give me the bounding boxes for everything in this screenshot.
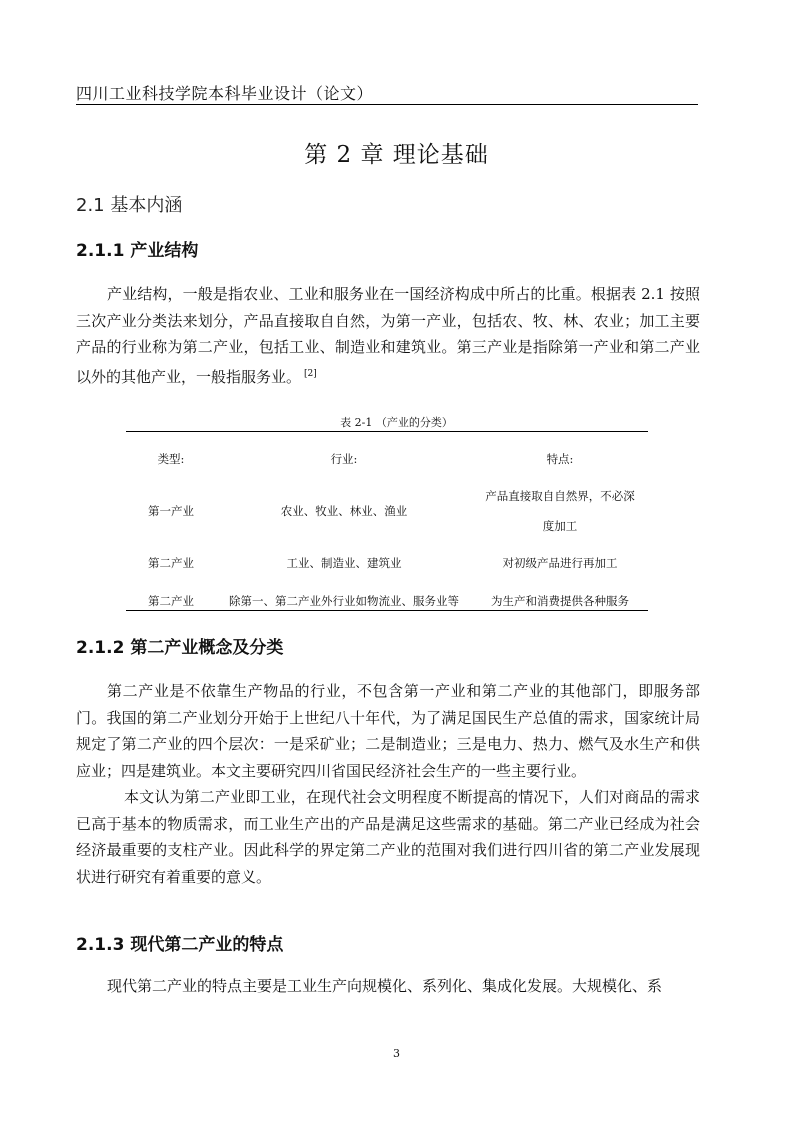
table-header-industry: 行业: — [330, 452, 358, 466]
table-cell: 除第一、第二产业外行业如物流业、服务业等 — [229, 594, 459, 608]
table-cell: 第二产业 — [148, 556, 194, 570]
table-cell: 农业、牧业、林业、渔业 — [280, 504, 408, 518]
paragraph-2-1-2 — [76, 678, 700, 890]
table-cell: 为生产和消费提供各种服务 — [491, 594, 629, 608]
table-cell: 对初级产品进行再加工 — [502, 556, 618, 570]
section-heading-2-1: 2.1 基本内涵 — [76, 195, 183, 216]
section-heading-2-1-3: 2.1.3 现代第二产业的特点 — [76, 935, 284, 955]
paragraph-2-1-3 — [76, 973, 700, 1000]
paragraph-text: 本文认为第二产业即工业，在现代社会文明程度不断提高的情况下，人们对商品的需求已高于基本的物质需求，而工业生产出的产品是满足这些需求的基础。第二产业已经成为社会经济最重要的支柱产业。因此科学的界定第二产业的范围对我们进行四川省的第二产业发展现状进行研究有着重要的意义。 — [76, 788, 700, 886]
paragraph-text: 产业结构，一般是指农业、工业和服务业在一国经济构成中所占的比重。根据表 2.1 按照三次产业分类法来划分，产品直接取自自然，为第一产业，包括农、牧、林、农业；加工主要产品的行业称为第二产业，包括工业、制造业和建筑业。第三产业是指除第一产业和第二产业以外的其他产业，一般指服务业。 — [76, 285, 700, 386]
section-heading-2-1-1: 2.1.1 产业结构 — [76, 241, 199, 261]
citation-ref: [2] — [304, 368, 317, 379]
table-top-rule — [126, 431, 648, 432]
table-caption: 表 2-1 （产业的分类） — [340, 416, 453, 429]
table-bottom-rule — [126, 610, 648, 611]
chapter-title: 第 2 章 理论基础 — [304, 142, 489, 168]
table-cell: 第一产业 — [148, 504, 194, 518]
section-heading-2-1-2: 2.1.2 第二产业概念及分类 — [76, 638, 284, 658]
table-cell: 第二产业 — [148, 594, 194, 608]
page-header-title: 四川工业科技学院本科毕业设计（论文） — [76, 84, 374, 103]
header-rule — [76, 104, 698, 105]
paragraph-text: 现代第二产业的特点主要是工业生产向规模化、系列化、集成化发展。大规模化、系 — [107, 977, 663, 995]
table-cell: 产品直接取自自然界，不必深 — [485, 489, 635, 503]
paragraph-2-1-1 — [76, 281, 700, 390]
page-number: 3 — [393, 1047, 400, 1060]
paragraph-text: 第二产业是不依靠生产物品的行业，不包含第一产业和第二产业的其他部门，即服务部门。我国的第二产业划分开始于上世纪八十年代，为了满足国民生产总值的需求，国家统计局规定了第二产业的四个层次：一是采矿业；二是制造业；三是电力、热力、燃气及水生产和供应业；四是建筑业。本文主要研究四川省国民经济社会生产的一些主要行业。 — [76, 682, 700, 780]
table-cell: 工业、制造业、建筑业 — [286, 556, 402, 570]
table-cell: 度加工 — [542, 519, 578, 533]
table-header-type: 类型: — [157, 452, 185, 466]
table-header-features: 特点: — [546, 452, 574, 466]
